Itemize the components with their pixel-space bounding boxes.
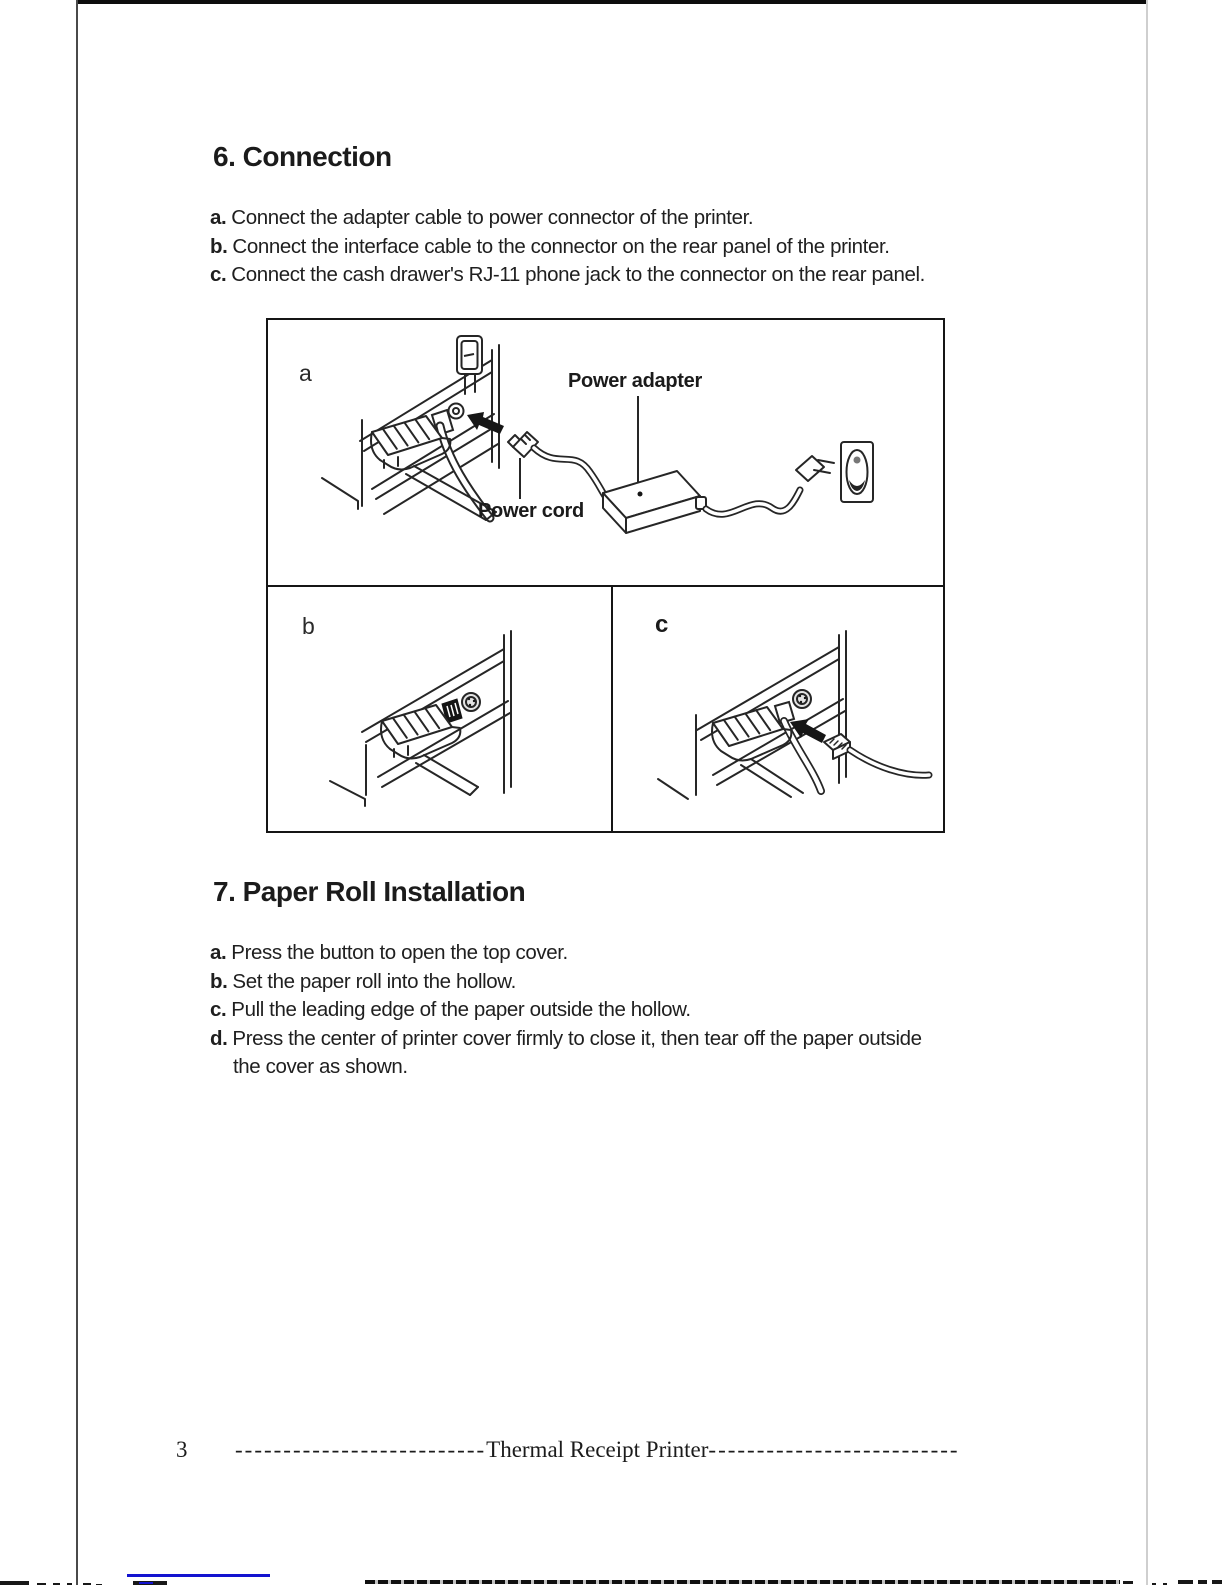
item-prefix: a. [210, 941, 227, 964]
item-text: Pull the leading edge of the paper outside the hollow. [231, 998, 691, 1021]
item-prefix: b. [210, 969, 228, 993]
outlet-cord-cable [706, 490, 800, 514]
instruction-item [210, 996, 922, 1025]
connection-figure-box [266, 318, 945, 833]
scan-artifact-blue [139, 1582, 153, 1584]
panel-label: a [299, 360, 312, 386]
item-text: Connect the interface cable to the connector on the rear panel of the printer. [232, 234, 890, 258]
panel-a-illustration [268, 320, 943, 585]
item-text: Press the button to open the top cover. [231, 941, 568, 964]
wall-outlet [841, 442, 873, 502]
item-text: Press the center of printer cover firmly to close it, then tear off the paper outside [232, 1026, 922, 1050]
dc-jack [449, 404, 464, 419]
item-text: Connect the adapter cable to power connector of the printer. [231, 206, 754, 229]
footer-rule [235, 1437, 960, 1463]
item-text-continued: the cover as shown. [233, 1055, 408, 1078]
power-adapter-brick [603, 471, 706, 533]
instruction-item [210, 939, 922, 968]
scan-artifact [0, 1581, 29, 1585]
instruction-item [210, 1025, 922, 1054]
dc-plug [508, 432, 538, 457]
footer-dashes-right: -------------------------- [708, 1437, 960, 1462]
page-frame-top [76, 0, 1148, 4]
page-frame-right [1146, 0, 1148, 1585]
scan-artifact [1198, 1580, 1207, 1584]
item-prefix: a. [210, 206, 227, 229]
section-7-items [210, 939, 922, 1082]
figure-panel-c [613, 587, 943, 831]
power-adapter-label: Power adapter [568, 370, 702, 392]
instruction-item [210, 233, 925, 262]
rj11-cable [850, 750, 929, 775]
figure-panel-b [268, 587, 613, 831]
scan-artifact-blue-line [127, 1574, 270, 1577]
item-text: Set the paper roll into the hollow. [232, 969, 516, 993]
din-connector [793, 690, 811, 708]
instruction-item [210, 261, 925, 290]
item-text: Connect the cash drawer's RJ-11 phone jack to the connector on the rear panel. [231, 263, 925, 286]
instruction-item [210, 968, 922, 997]
section-7-heading: 7. Paper Roll Installation [213, 876, 526, 907]
power-plug [796, 456, 834, 481]
item-prefix: d. [210, 1026, 228, 1050]
din-connector [462, 693, 480, 711]
figure-panel-a [268, 320, 943, 587]
panel-label: c [655, 611, 669, 638]
panel-label: b [302, 613, 315, 639]
item-prefix: c. [210, 998, 227, 1021]
scan-artifact [1123, 1581, 1133, 1584]
scan-artifact [1212, 1580, 1222, 1584]
section-6-heading: 6. Connection [213, 141, 392, 172]
footer-dashes-left: -------------------------- [235, 1437, 487, 1462]
footer-title: Thermal Receipt Printer [486, 1437, 709, 1462]
instruction-item [210, 204, 925, 233]
item-prefix: b. [210, 234, 228, 258]
parallel-connector [381, 705, 478, 795]
footer-page-number: 3 [176, 1437, 188, 1462]
power-switch [457, 336, 482, 374]
scan-artifact [1178, 1580, 1193, 1584]
panel-b-illustration [268, 587, 611, 831]
power-cord-cable [534, 448, 605, 496]
power-cord-label: Power cord [478, 500, 584, 522]
scan-artifact-dashed-bar [365, 1580, 1120, 1584]
item-prefix: c. [210, 263, 227, 286]
page-frame-left [76, 0, 78, 1585]
section-6-items [210, 204, 925, 290]
